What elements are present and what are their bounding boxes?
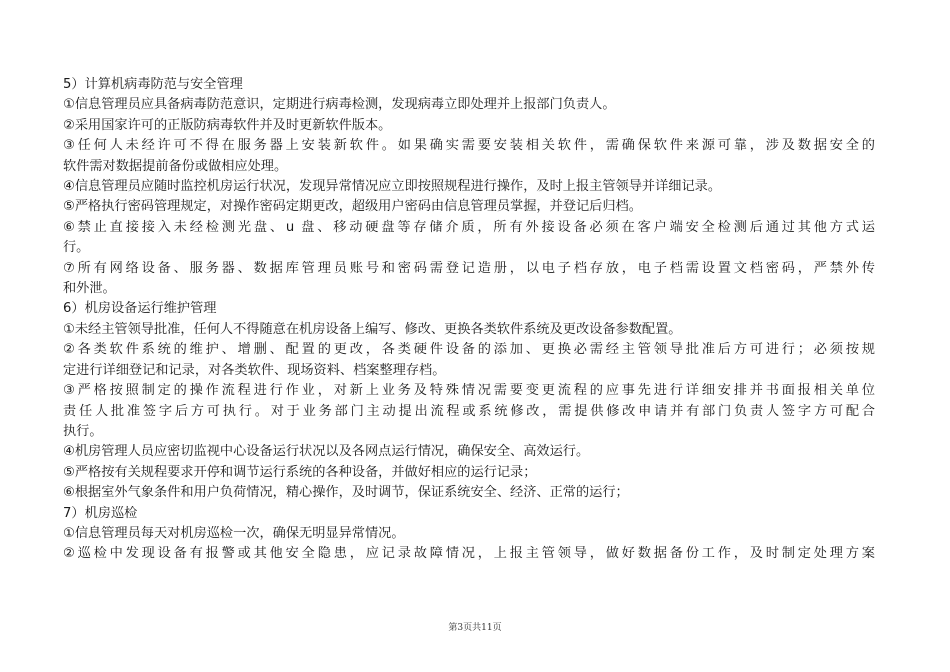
text-line: 软件需对数据提前备份或做相应处理。 [63,158,288,174]
text-line: 6）机房设备运行维护管理 [63,301,217,317]
text-line: ③任何人未经许可不得在服务器上安装新软件。如果确实需要安装相关软件，需确保软件来源可靠，涉及数据安全的 [63,138,875,154]
text-line: ⑦所有网络设备、服务器、数据库管理员账号和密码需登记造册，以电子档存放，电子档需设置文档密码，严禁外传 [63,260,875,276]
text-line: 行。 [63,240,90,256]
text-line: ②各类软件系统的维护、增删、配置的更改，各类硬件设备的添加、更换必需经主管领导批准后方可进行；必须按规 [63,342,875,358]
text-line: ①未经主管领导批准，任何人不得随意在机房设备上编写、修改、更换各类软件系统及更改设备参数配置。 [63,321,682,337]
text-line: ④机房管理人员应密切监视中心设备运行状况以及各网点运行情况，确保安全、高效运行。 [63,444,590,460]
text-line: ⑤严格执行密码管理规定，对操作密码定期更改，超级用户密码由信息管理员掌握，并登记后归档。 [63,199,642,215]
text-line: ③严格按照制定的操作流程进行作业，对新上业务及特殊情况需要变更流程的应事先进行详细安排并书面报相关单位 [63,383,875,399]
text-line: 7）机房巡检 [63,505,138,521]
text-line: ①信息管理员应具备病毒防范意识，定期进行病毒检测，发现病毒立即处理并上报部门负责人。 [63,97,616,113]
text-line: ②采用国家许可的正版防病毒软件并及时更新软件版本。 [63,117,392,133]
text-line: ⑤严格按有关规程要求开停和调节运行系统的各种设备，并做好相应的运行记录； [63,464,537,480]
text-line: ⑥根据室外气象条件和用户负荷情况，精心操作，及时调节，保证系统安全、经济、正常的运行； [63,485,629,501]
text-line: 和外泄。 [63,281,116,297]
text-line: 执行。 [63,423,103,439]
text-line: ④信息管理员应随时监控机房运行状况，发现异常情况应立即按照规程进行操作，及时上报主管领导并详细记录。 [63,179,722,195]
document-body [63,75,875,565]
text-line: ②巡检中发现设备有报警或其他安全隐患，应记录故障情况，上报主管领导，做好数据备份工作，及时制定处理方案 [63,546,875,562]
text-line: ⑥禁止直接接入未经检测光盘、u 盘、移动硬盘等存储介质，所有外接设备必须在客户端安全检测后通过其他方式运 [63,219,875,235]
text-line: 定进行详细登记和记录，对各类软件、现场资料、档案整理存档。 [63,362,446,378]
text-line: 5）计算机病毒防范与安全管理 [63,77,243,92]
text-line: 责任人批准签字后方可执行。对于业务部门主动提出流程或系统修改，需提供修改申请并有部门负责人签字方可配合 [63,403,875,419]
text-line: ①信息管理员每天对机房巡检一次，确保无明显异常情况。 [63,525,405,541]
page-number: 第3页共11页 [448,623,502,633]
